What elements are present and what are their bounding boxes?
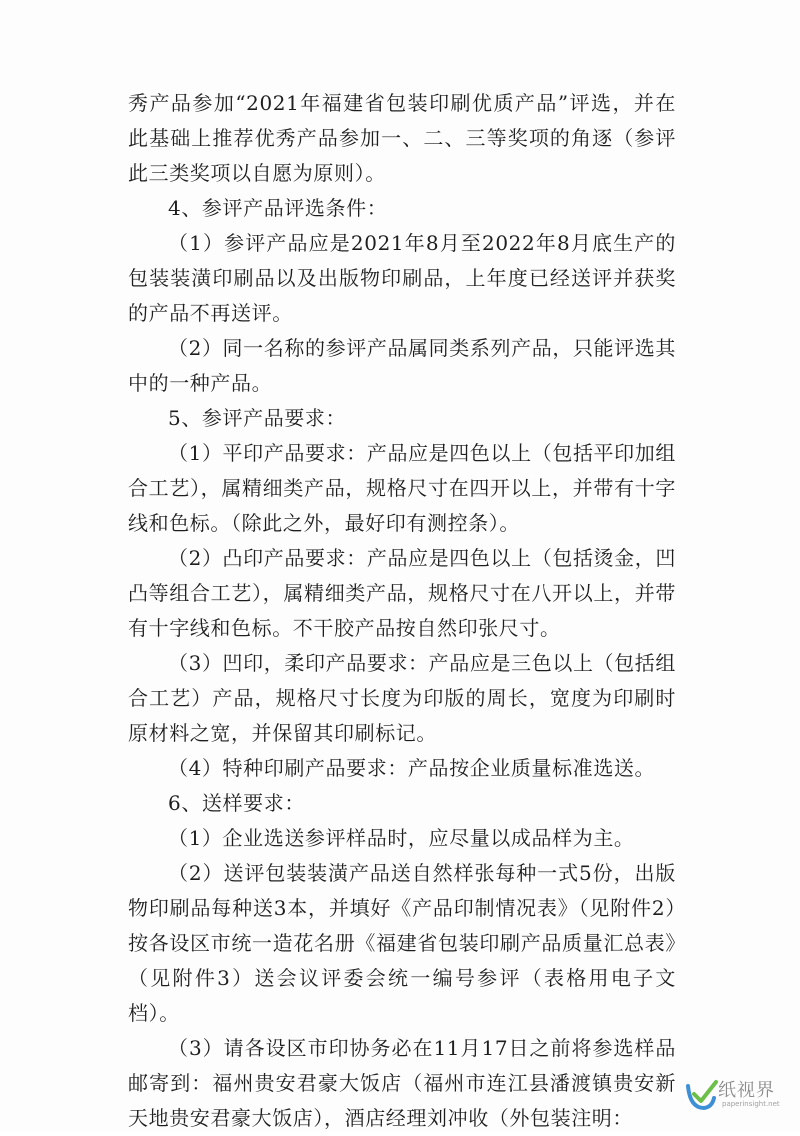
paragraph: （2）送评包装装潢产品送自然样张每种一式5份，出版物印刷品每种送3本，并填好《产品印制情况表》（见附件2）按各设区市统一造花名册《福建省包装印刷产品质量汇总表》（见附件3）送会议评委会统一编号参评（表格用电子文档）。 bbox=[128, 861, 676, 1025]
paragraph: （2）凸印产品要求：产品应是四色以上（包括烫金，凹凸等组合工艺），属精细类产品，规格尺寸在八开以上，并带有十字线和色标。不干胶产品按自然印张尺寸。 bbox=[128, 546, 676, 640]
paragraph: （3）请各设区市印协务必在11月17日之前将参选样品邮寄到：福州贵安君豪大饭店（福州市连江县潘渡镇贵安新天地贵安君豪大饭店），酒店经理刘冲收（外包装注明： bbox=[128, 1036, 676, 1130]
paragraph: （1）企业选送参评样品时，应尽量以成品样为主。 bbox=[168, 826, 635, 850]
section-heading: 6、送样要求： bbox=[168, 791, 305, 815]
section-heading: 5、参评产品要求： bbox=[168, 406, 347, 430]
paragraph: （3）凹印，柔印产品要求：产品应是三色以上（包括组合工艺）产品，规格尺寸长度为印版的周长，宽度为印刷时原材料之宽，并保留其印刷标记。 bbox=[128, 651, 676, 745]
watermark-url: paperinsight.net bbox=[722, 1100, 780, 1108]
paragraph: （1）参评产品应是2021年8月至2022年8月底生产的包装装潢印刷品以及出版物印刷品，上年度已经送评并获奖的产品不再送评。 bbox=[128, 231, 676, 325]
paperinsight-logo-icon bbox=[682, 1074, 722, 1114]
paragraph: （2）同一名称的参评产品属同类系列产品，只能评选其中的一种产品。 bbox=[128, 336, 676, 395]
paragraph: 秀产品参加“2021年福建省包装印刷优质产品”评选，并在此基础上推荐优秀产品参加一、二、三等奖项的角逐（参评此三类奖项以自愿为原则）。 bbox=[128, 91, 676, 185]
section-heading: 4、参评产品评选条件： bbox=[168, 196, 388, 220]
document-body bbox=[128, 86, 676, 1136]
watermark bbox=[682, 1074, 782, 1114]
paragraph: （1）平印产品要求：产品应是四色以上（包括平印加组合工艺），属精细类产品，规格尺寸在四开以上，并带有十字线和色标。（除此之外，最好印有测控条）。 bbox=[128, 441, 676, 535]
watermark-name: 纸视界 bbox=[718, 1080, 775, 1101]
paragraph: （4）特种印刷产品要求：产品按企业质量标准选送。 bbox=[168, 756, 656, 780]
